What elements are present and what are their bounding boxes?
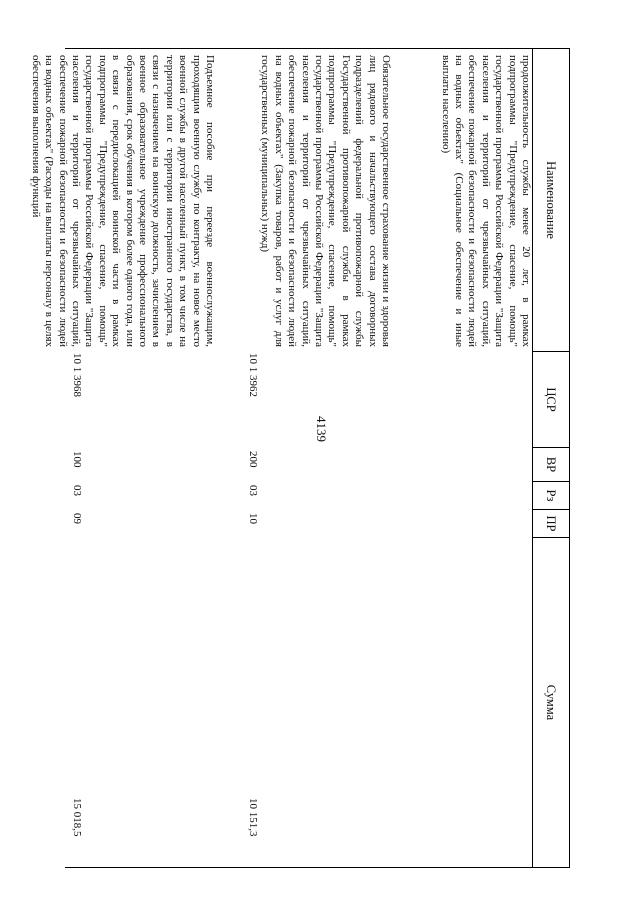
header-name: Наименование (544, 161, 559, 239)
table-header (532, 48, 570, 868)
row-sum: 10 151,3 (247, 798, 259, 837)
page-number: 4139 (314, 416, 329, 442)
row-pr: 10 (247, 513, 259, 524)
budget-table (29, 48, 570, 868)
row-rz: 03 (71, 485, 83, 496)
header-rz: Рз (533, 481, 569, 509)
row-pr: 09 (71, 513, 83, 524)
header-vr: ВР (533, 447, 569, 481)
header-sum: Сумма (533, 537, 569, 867)
row-name: продолжительность службы менее 20 лет, в рамках подпрограммы "Предупреждение, спасение, помощь" государственной программы Российской Федерации "Защита населения и территорий от чрезвычайных ситуаций, обеспечение пожарной безопасности и безопасности людей на водных объектах" (Социальное обеспечение и иные выплаты населению) (439, 55, 532, 347)
row-vr: 100 (71, 451, 83, 468)
row-rz: 03 (247, 485, 259, 496)
row-sum: 15 018,5 (71, 798, 83, 837)
header-csr: ЦСР (533, 351, 569, 447)
row-csr: 10 1 3968 (71, 353, 83, 397)
row-name: Подъемное пособие при переезде военнослужащим, проходящим военную службу по контракту, на новое место военной службы в другой населенный пункт, в том числе на территории или с территории иностранного государства, в связи с назначением на воинскую должность, зачислением в военное образовательное учреждение профессионального образования, срок обучения в котором более одного года, или в связи с передислокацией воинской части в рамках подпрограммы "Предупреждение, спасение, помощь" государственной программы Российской Федерации "Защита населения и территорий от чрезвычайных ситуаций, обеспечение пожарной безопасности и безопасности людей на водных объектах" (Расходы на выплаты персоналу в целях обеспечения выполнения функций (29, 55, 216, 347)
row-name: Обязательное государственное страхование жизни и здоровья лиц рядового и начальствующего состава договорных подразделений федеральной противопожарной службы Государственной противопожарной службы в рамках подпрограммы "Предупреждение, спасение, помощь" государственной программы Российской Федерации "Защита населения и территорий от чрезвычайных ситуаций, обеспечение пожарной безопасности и безопасности людей на водных объектах" (Закупка товаров, работ и услуг для государственных (муниципальных) нужд) (259, 55, 392, 347)
table-body (29, 48, 532, 868)
row-vr: 200 (247, 451, 259, 468)
row-csr: 10 1 3962 (247, 353, 259, 397)
header-pr: ПР (533, 509, 569, 537)
